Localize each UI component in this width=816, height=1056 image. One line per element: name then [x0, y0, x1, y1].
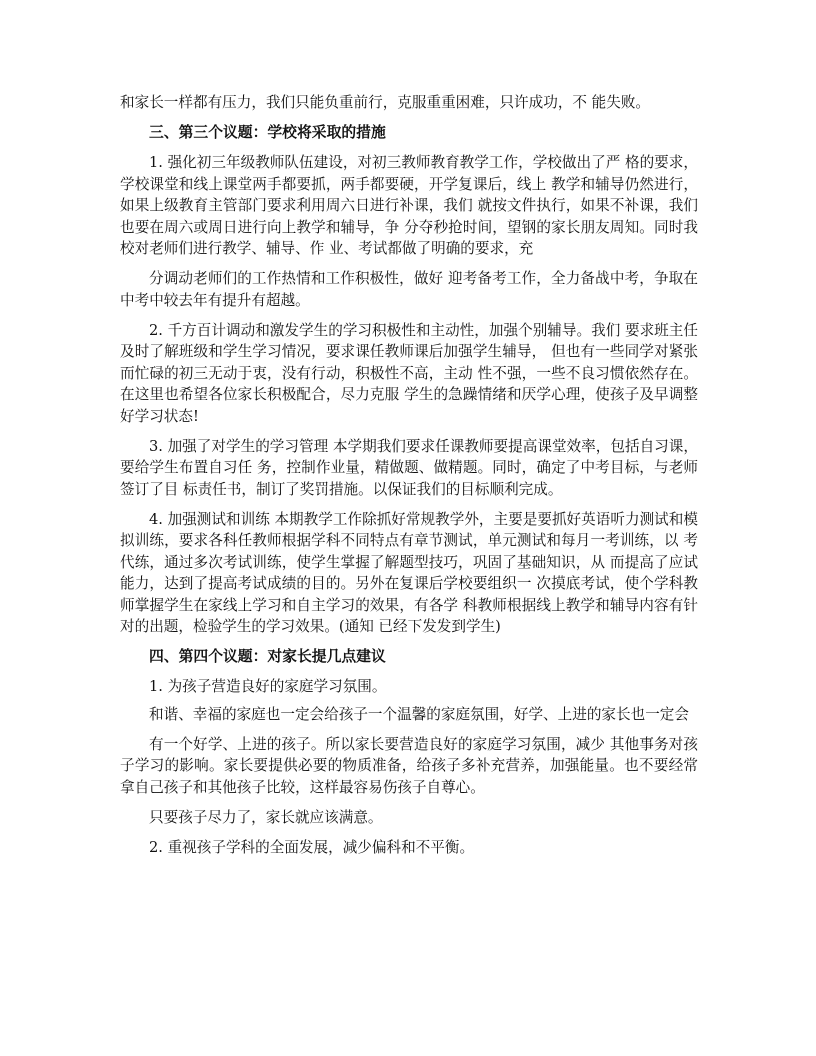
- paragraph-advice-1-end: 只要孩子尽力了，家长就应该满意。: [149, 808, 383, 826]
- paragraph-measure-4: 4. 加强测试和训练 本期教学工作除抓好常规教学外，主要是要抓好英语听力测试和模拟训练，要求各科任教师根据学科不同特点有章节测试，单元测试和每月一考训练，以 考代练，通过多次考试训练，使学生掌握了解题型技巧，巩固了基础知识，从 而提高了应试能力，达到了提高考试成绩的目的。另外在复课后学校要组织一 次摸底考试，使个学科教师掌握学生在家线上学习和自主学习的效果，有各学 科教师根据线上教学和辅导内容有针对的出题，检验学生的学习效果。(通知 已经下发发到学生): [120, 510, 698, 635]
- paragraph-advice-1-title: 1. 为孩子营造良好的家庭学习氛围。: [149, 678, 387, 695]
- paragraph-advice-1-body-cont: 有一个好学、上进的孩子。所以家长要营造良好的家庭学习氛围，减少 其他事务对孩子学习的影响。家长要提供必要的物质准备，给孩子多补充营养，加强能量。也不要经常拿自己孩子和其他孩子比较，这样最容易伤孩子自尊心。: [120, 735, 698, 796]
- paragraph-continuation: 和家长一样都有压力，我们只能负重前行，克服重重困难，只许成功，不 能失败。: [120, 94, 651, 111]
- paragraph-measure-2: 2. 千方百计调动和激发学生的学习积极性和主动性，加强个别辅导。我们 要求班主任及时了解班级和学生学习情况，要求课任教师课后加强学生辅导， 但也有一些同学对紧张而忙碌的初三无动于衷，没有行动，积极性不高，主动 性不强，一些不良习惯依然存在。在这里也希望各位家长积极配合，尽力克服 学生的急躁情绪和厌学心理，使孩子及早调整好学习状态!: [120, 321, 698, 425]
- paragraph-advice-1-body: 和谐、幸福的家庭也一定会给孩子一个温馨的家庭氛围，好学、上进的家长也一定会: [149, 705, 689, 723]
- paragraph-measure-1: 1. 强化初三年级教师队伍建设，对初三教师教育教学工作，学校做出了严 格的要求，学校课堂和线上课堂两手都要抓，两手都要硬，开学复课后，线上 教学和辅导仍然进行，如果上级教育主管部门要求利用周六日进行补课，我们 就按文件执行，如果不补课，我们也要在周六或周日进行向上教学和辅导，争 分夺秒抢时间，望钢的家长朋友周知。同时我校对老师们进行教学、辅导、作 业、考试都做了明确的要求，充: [120, 154, 698, 257]
- document-page: [120, 92, 698, 867]
- section-heading-4: 四、第四个议题：对家长提几点建议: [149, 648, 386, 665]
- paragraph-advice-2-title: 2. 重视孩子学科的全面发展，减少偏科和不平衡。: [149, 838, 475, 856]
- paragraph-measure-1-cont: 分调动老师们的工作热情和工作积极性，做好 迎考备考工作，全力备战中考，争取在中考中较去年有提升有超越。: [120, 270, 698, 309]
- paragraph-measure-3: 3. 加强了对学生的学习管理 本学期我们要求任课教师要提高课堂效率，包括自习课，要给学生布置自习任 务，控制作业量，精做题、做精题。同时，确定了中考目标，与老师签订了目 标责任书，制订了奖罚措施。以保证我们的目标顺利完成。: [120, 437, 698, 498]
- section-heading-3: 三、第三个议题：学校将采取的措施: [149, 124, 386, 141]
